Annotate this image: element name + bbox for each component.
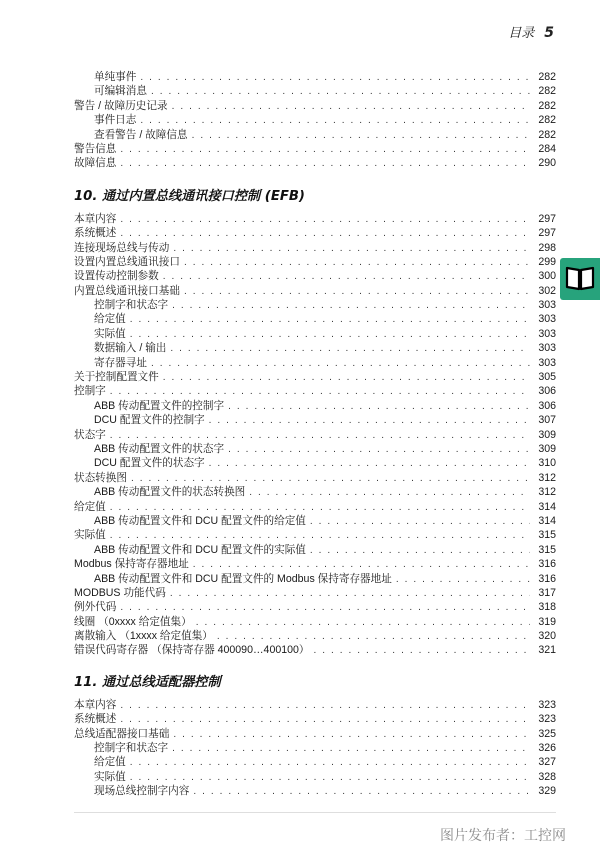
toc-entry-title: ABB 传动配置文件的状态字 [94, 442, 225, 455]
toc-dot-leader [184, 256, 530, 270]
toc-dot-leader [120, 157, 530, 171]
toc-entry[interactable] [74, 399, 556, 413]
toc-entry-page: 303 [538, 356, 556, 369]
toc-entry-title: ABB 传动配置文件的状态转换图 [94, 486, 246, 499]
toc-entry-title: 实际值 [94, 327, 126, 340]
toc-entry-title: ABB 传动配置文件和 DCU 配置文件的 Modbus 保持寄存器地址 [94, 572, 392, 585]
toc-entry-page: 315 [538, 529, 556, 542]
toc-entry-title: 实际值 [94, 770, 126, 783]
toc-dot-leader [217, 630, 530, 644]
toc-entry-page: 319 [538, 615, 556, 628]
toc-entry[interactable] [74, 442, 556, 456]
toc-entry-title: 给定值 [94, 313, 126, 326]
toc-entry-title: 状态转换图 [74, 471, 127, 484]
toc-entry-title: 本章内容 [74, 212, 117, 225]
toc-entry-page: 307 [538, 414, 556, 427]
toc-entry[interactable] [74, 543, 556, 557]
toc-entry[interactable] [74, 327, 556, 341]
toc-entry[interactable] [74, 615, 556, 629]
toc-dot-leader [249, 486, 530, 500]
toc-entry-page: 284 [538, 142, 556, 155]
toc-entry-title: 连接现场总线与传动 [74, 241, 170, 254]
toc-entry[interactable] [74, 528, 556, 542]
toc-dot-leader [314, 644, 531, 658]
toc-dot-leader [310, 544, 530, 558]
toc-entry-title: 控制字 [74, 385, 106, 398]
chapter-10-title: 10. 通过内置总线通讯接口控制 (EFB) [74, 188, 305, 204]
toc-entry-page: 306 [538, 399, 556, 412]
toc-entry-title: 设置内置总线通讯接口 [74, 255, 180, 268]
toc-dot-leader [173, 242, 530, 256]
toc-dot-leader [209, 414, 530, 428]
toc-entry-title: 系统概述 [74, 713, 117, 726]
toc-entry[interactable] [74, 500, 556, 514]
toc-entry-page: 303 [538, 342, 556, 355]
toc-entry-title: 故障信息 [74, 157, 117, 170]
toc-entry[interactable] [74, 356, 556, 370]
toc-entry-page: 299 [538, 255, 556, 268]
toc-entry-title: 状态字 [74, 428, 106, 441]
toc-entry[interactable] [74, 770, 556, 784]
toc-dot-leader [130, 328, 530, 342]
toc-dot-leader [120, 213, 530, 227]
toc-dot-leader [163, 371, 530, 385]
toc-entry[interactable] [74, 456, 556, 470]
toc-entry-page: 321 [538, 644, 556, 657]
toc-entry-page: 326 [538, 742, 556, 755]
toc-entry[interactable] [74, 142, 556, 156]
toc-dot-leader [130, 771, 530, 785]
toc-entry-title: 寄存器寻址 [94, 356, 147, 369]
toc-entry-title: MODBUS 功能代码 [74, 586, 166, 599]
toc-dot-leader [140, 114, 530, 128]
toc-dot-leader [228, 443, 530, 457]
toc-entry[interactable] [74, 428, 556, 442]
toc-section-chapter-11 [74, 698, 556, 799]
toc-dot-leader [170, 342, 530, 356]
toc-entry-page: 290 [538, 157, 556, 170]
toc-dot-leader [151, 85, 530, 99]
toc-entry-title: 总线适配器接口基础 [74, 727, 170, 740]
toc-entry[interactable] [74, 600, 556, 614]
toc-entry[interactable] [74, 99, 556, 113]
toc-dot-leader [110, 429, 530, 443]
toc-entry-page: 305 [538, 371, 556, 384]
toc-dot-leader [120, 143, 530, 157]
toc-dot-leader [193, 558, 530, 572]
toc-dot-leader [310, 515, 530, 529]
toc-entry-page: 282 [538, 128, 556, 141]
header-section-title: 目录 [508, 26, 535, 41]
toc-entry[interactable] [74, 514, 556, 528]
toc-entry-page: 314 [538, 500, 556, 513]
toc-dot-leader [193, 785, 530, 799]
toc-entry-page: 320 [538, 630, 556, 643]
toc-entry-page: 323 [538, 698, 556, 711]
toc-section-continued [74, 70, 556, 171]
toc-entry-title: 关于控制配置文件 [74, 371, 159, 384]
toc-entry-page: 282 [538, 114, 556, 127]
toc-entry[interactable] [74, 755, 556, 769]
toc-entry-page: 303 [538, 327, 556, 340]
toc-entry-page: 323 [538, 713, 556, 726]
toc-entry[interactable] [74, 70, 556, 84]
toc-dot-leader [173, 728, 530, 742]
toc-entry-page: 316 [538, 572, 556, 585]
toc-dot-leader [170, 587, 530, 601]
toc-dot-leader [140, 71, 530, 85]
toc-entry-page: 302 [538, 284, 556, 297]
toc-entry-title: 控制字和状态字 [94, 742, 169, 755]
toc-entry-page: 327 [538, 756, 556, 769]
toc-entry-title: 给定值 [74, 500, 106, 513]
book-icon [564, 264, 596, 292]
header-page-number: 5 [544, 25, 554, 41]
toc-dot-leader [163, 270, 530, 284]
toc-entry-title: DCU 配置文件的状态字 [94, 457, 205, 470]
toc-entry-title: 给定值 [94, 756, 126, 769]
toc-entry-page: 329 [538, 785, 556, 798]
toc-dot-leader [192, 129, 530, 143]
toc-dot-leader [228, 400, 530, 414]
toc-entry[interactable] [74, 586, 556, 600]
toc-entry-title: ABB 传动配置文件和 DCU 配置文件的实际值 [94, 543, 306, 556]
toc-entry-title: 警告 / 故障历史记录 [74, 99, 168, 112]
toc-entry-title: 可编辑消息 [94, 85, 147, 98]
toc-entry[interactable] [74, 298, 556, 312]
toc-entry-title: 查看警告 / 故障信息 [94, 128, 188, 141]
toc-entry-page: 282 [538, 99, 556, 112]
toc-dot-leader [172, 299, 530, 313]
toc-dot-leader [184, 285, 530, 299]
toc-entry-page: 312 [538, 471, 556, 484]
toc-entry[interactable] [74, 84, 556, 98]
toc-dot-leader [110, 529, 530, 543]
toc-dot-leader [120, 713, 530, 727]
toc-entry-page: 309 [538, 428, 556, 441]
toc-entry[interactable] [74, 471, 556, 485]
toc-section-chapter-10 [74, 212, 556, 658]
toc-entry-title: 控制字和状态字 [94, 299, 169, 312]
toc-entry-title: 事件日志 [94, 114, 137, 127]
toc-dot-leader [120, 601, 530, 615]
toc-entry-page: 306 [538, 385, 556, 398]
toc-entry[interactable] [74, 269, 556, 283]
toc-entry-title: 线圈 （0xxxx 给定值集） [74, 615, 192, 628]
toc-entry[interactable] [74, 341, 556, 355]
toc-entry[interactable] [74, 727, 556, 741]
toc-entry-page: 314 [538, 514, 556, 527]
toc-entry[interactable] [74, 226, 556, 240]
toc-entry-page: 317 [538, 586, 556, 599]
toc-entry-title: 系统概述 [74, 227, 117, 240]
toc-entry[interactable] [74, 698, 556, 712]
toc-entry-page: 300 [538, 270, 556, 283]
toc-entry-title: 本章内容 [74, 698, 117, 711]
toc-entry[interactable] [74, 712, 556, 726]
toc-dot-leader [120, 227, 530, 241]
toc-entry[interactable] [74, 413, 556, 427]
toc-entry-title: 数据输入 / 输出 [94, 342, 167, 355]
toc-dot-leader [131, 472, 530, 486]
book-tab[interactable] [560, 258, 600, 300]
toc-entry-page: 297 [538, 227, 556, 240]
toc-entry[interactable] [74, 784, 556, 798]
toc-entry-page: 318 [538, 601, 556, 614]
toc-entry-title: 内置总线通讯接口基础 [74, 284, 180, 297]
toc-entry[interactable] [74, 312, 556, 326]
toc-entry-title: 例外代码 [74, 601, 117, 614]
toc-entry-title: 单纯事件 [94, 71, 137, 83]
watermark: 图片发布者：工控网 [440, 828, 566, 844]
toc-entry-title: ABB 传动配置文件和 DCU 配置文件的给定值 [94, 514, 306, 527]
toc-entry-page: 298 [538, 241, 556, 254]
table-of-contents [74, 70, 556, 799]
toc-entry-title: Modbus 保持寄存器地址 [74, 558, 189, 571]
toc-entry-page: 303 [538, 299, 556, 312]
toc-entry-page: 325 [538, 727, 556, 740]
toc-entry[interactable] [74, 255, 556, 269]
toc-entry[interactable] [74, 156, 556, 170]
toc-dot-leader [172, 742, 530, 756]
toc-dot-leader [209, 457, 530, 471]
toc-dot-leader [110, 501, 530, 515]
toc-dot-leader [151, 357, 530, 371]
toc-dot-leader [396, 573, 530, 587]
toc-entry-title: 警告信息 [74, 142, 117, 155]
toc-entry-title: ABB 传动配置文件的控制字 [94, 399, 225, 412]
toc-entry-page: 316 [538, 558, 556, 571]
toc-entry-title: DCU 配置文件的控制字 [94, 414, 205, 427]
toc-entry-page: 309 [538, 442, 556, 455]
toc-entry-page: 312 [538, 486, 556, 499]
footer-divider [74, 812, 556, 813]
toc-entry-title: 现场总线控制字内容 [94, 785, 190, 798]
toc-entry[interactable] [74, 284, 556, 298]
toc-entry[interactable] [74, 557, 556, 571]
page-header [508, 22, 554, 41]
toc-entry[interactable] [74, 212, 556, 226]
toc-dot-leader [130, 313, 530, 327]
toc-entry[interactable] [74, 128, 556, 142]
toc-dot-leader [130, 756, 530, 770]
toc-entry[interactable] [74, 572, 556, 586]
toc-entry-page: 310 [538, 457, 556, 470]
toc-entry[interactable] [74, 384, 556, 398]
toc-entry-title: 错误代码寄存器 （保持寄存器 400090…400100） [74, 644, 310, 657]
toc-entry-title: 设置传动控制参数 [74, 270, 159, 283]
toc-dot-leader [172, 100, 530, 114]
toc-entry-page: 315 [538, 543, 556, 556]
chapter-11-title: 11. 通过总线适配器控制 [74, 674, 221, 690]
toc-entry-title: 离散输入 （1xxxx 给定值集） [74, 630, 213, 643]
toc-entry-page: 303 [538, 313, 556, 326]
toc-entry-title: 实际值 [74, 529, 106, 542]
toc-entry[interactable] [74, 741, 556, 755]
toc-entry[interactable] [74, 643, 556, 657]
toc-dot-leader [110, 385, 530, 399]
toc-entry[interactable] [74, 241, 556, 255]
toc-entry-page: 328 [538, 770, 556, 783]
toc-entry[interactable] [74, 485, 556, 499]
toc-dot-leader [120, 699, 530, 713]
toc-entry-page: 282 [538, 85, 556, 98]
toc-entry[interactable] [74, 370, 556, 384]
toc-entry[interactable] [74, 629, 556, 643]
toc-entry-page: 297 [538, 212, 556, 225]
toc-dot-leader [196, 616, 530, 630]
toc-entry-page: 282 [538, 71, 556, 83]
toc-entry[interactable] [74, 113, 556, 127]
